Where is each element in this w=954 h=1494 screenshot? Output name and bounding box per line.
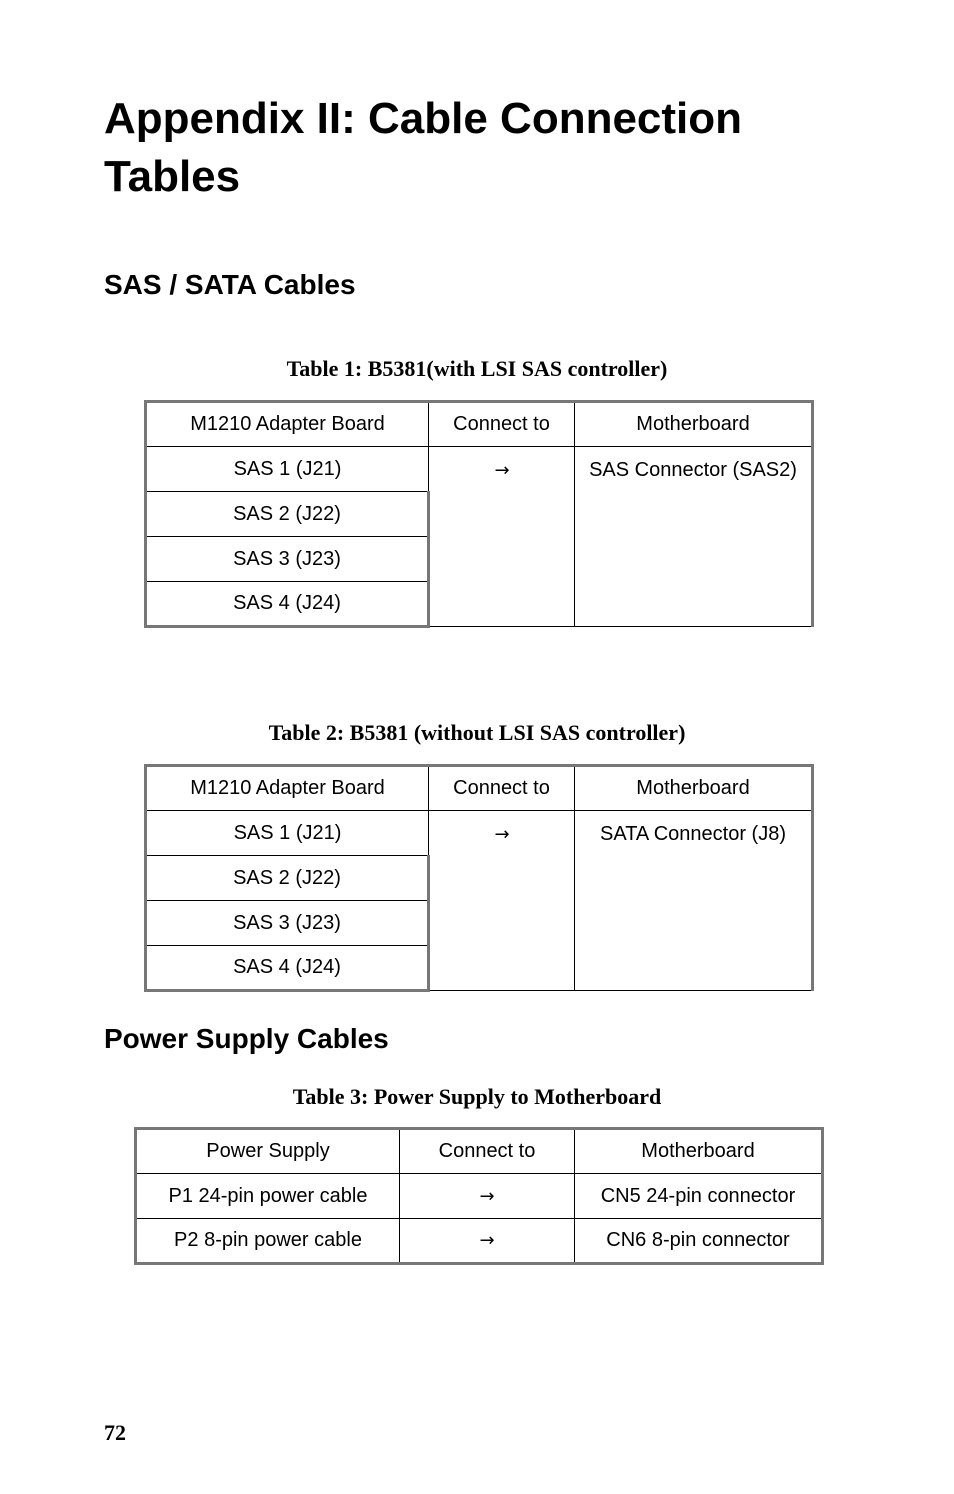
adapter-port-cell: SAS 1 (J21) — [146, 811, 429, 856]
table-row — [146, 811, 813, 856]
table-row — [136, 1219, 823, 1264]
arrow-right-icon — [429, 447, 575, 627]
table-3-caption: Table 3: Power Supply to Motherboard — [292, 1084, 662, 1109]
arrow-right-icon — [400, 1174, 575, 1219]
table-3 — [134, 1127, 824, 1265]
adapter-port-cell: SAS 2 (J22) — [146, 856, 429, 901]
connect-arrow: → — [479, 1230, 495, 1251]
table-row — [146, 447, 813, 492]
header-cell: Power Supply — [136, 1129, 400, 1174]
power-cable-cell: P2 8-pin power cable — [136, 1219, 400, 1264]
table-row — [136, 1174, 823, 1219]
header-cell: Motherboard — [575, 402, 813, 447]
table-1 — [144, 400, 814, 628]
power-cable-cell: P1 24-pin power cable — [136, 1174, 400, 1219]
arrow-right-icon — [400, 1219, 575, 1264]
connect-arrow: → — [494, 824, 510, 845]
adapter-port-cell: SAS 1 (J21) — [146, 447, 429, 492]
header-cell: Connect to — [429, 402, 575, 447]
header-cell: Motherboard — [575, 766, 813, 811]
table-header-row — [146, 766, 813, 811]
connect-arrow: → — [479, 1185, 495, 1207]
header-cell: Connect to — [400, 1129, 575, 1174]
adapter-port-cell: SAS 3 (J23) — [146, 537, 429, 582]
table-1-caption: Table 1: B5381(with LSI SAS controller) — [286, 356, 668, 381]
page-title: Appendix II: Cable Connection Tables — [104, 94, 743, 201]
page-number: 72 — [104, 1420, 126, 1445]
adapter-port-cell: SAS 4 (J24) — [146, 946, 429, 991]
header-cell: M1210 Adapter Board — [146, 766, 429, 811]
motherboard-connector-cell: CN5 24-pin connector — [575, 1174, 823, 1219]
adapter-port-cell: SAS 4 (J24) — [146, 582, 429, 627]
motherboard-connector-cell: CN6 8-pin connector — [575, 1219, 823, 1264]
header-cell: Motherboard — [575, 1129, 823, 1174]
adapter-port-cell: SAS 3 (J23) — [146, 901, 429, 946]
table-2 — [144, 764, 814, 992]
motherboard-target-cell: SAS Connector (SAS2) — [575, 447, 813, 627]
section-heading-sas: SAS / SATA Cables — [104, 269, 356, 300]
arrow-right-icon — [429, 811, 575, 991]
section-heading-power: Power Supply Cables — [104, 1023, 389, 1054]
motherboard-target-cell: SATA Connector (J8) — [575, 811, 813, 991]
connect-arrow: → — [494, 460, 510, 481]
table-2-caption: Table 2: B5381 (without LSI SAS controller) — [268, 720, 686, 745]
header-cell: M1210 Adapter Board — [146, 402, 429, 447]
table-header-row — [136, 1129, 823, 1174]
adapter-port-cell: SAS 2 (J22) — [146, 492, 429, 537]
header-cell: Connect to — [429, 766, 575, 811]
table-header-row — [146, 402, 813, 447]
